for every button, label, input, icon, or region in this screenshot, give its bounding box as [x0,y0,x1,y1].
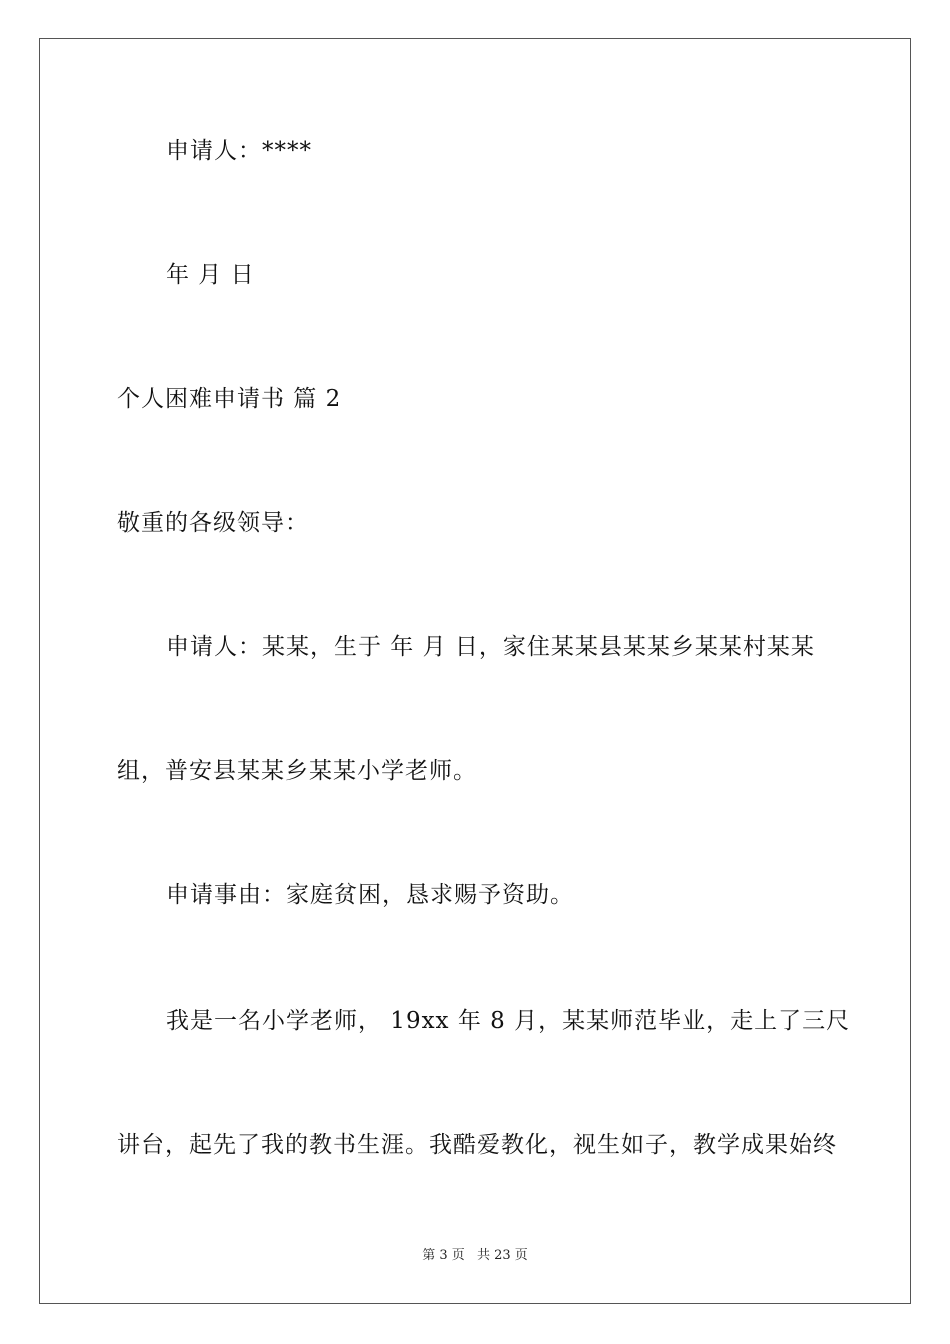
page-border [39,38,911,1304]
paragraph-applicant-line-1: 申请人：某某，生于 年 月 日，家住某某县某某乡某某村某某 [166,634,815,660]
paragraph-body-line-1: 我是一名小学老师， 19xx 年 8 月，某某师范毕业，走上了三尺 [166,1008,851,1034]
salutation: 敬重的各级领导： [117,510,309,536]
page-number-total: 共 23 页 [476,1248,528,1263]
reason-line: 申请事由：家庭贫困，恳求赐予资助。 [166,882,574,908]
page-footer [0,1247,950,1265]
applicant-line: 申请人：**** [166,138,312,164]
page-number-current: 第 3 页 [422,1248,465,1263]
section-title: 个人困难申请书 篇 2 [117,386,342,412]
paragraph-applicant-line-2: 组，普安县某某乡某某小学老师。 [117,758,477,784]
paragraph-body-line-2: 讲台，起先了我的教书生涯。我酷爱教化，视生如子，教学成果始终 [117,1132,837,1158]
date-line: 年 月 日 [166,262,255,288]
